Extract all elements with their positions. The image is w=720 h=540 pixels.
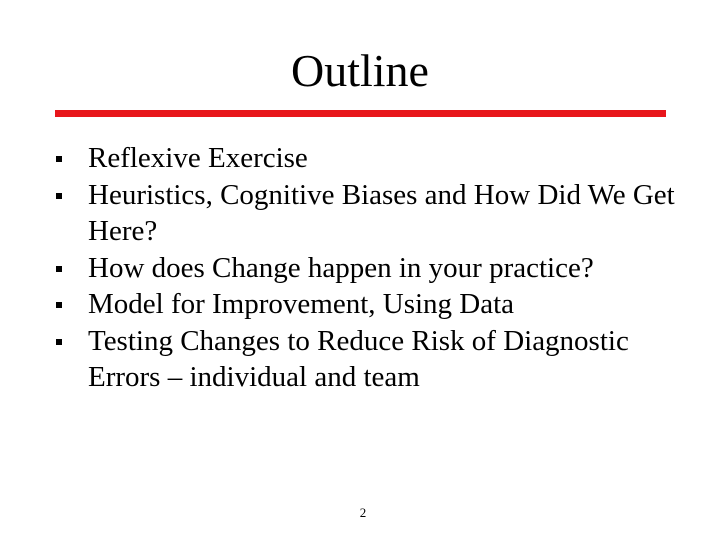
bullet-text: Reflexive Exercise (88, 142, 308, 174)
square-bullet-icon (56, 193, 62, 199)
slide-title: Outline (291, 45, 429, 96)
bullet-item (56, 250, 686, 287)
bullet-list (56, 140, 686, 396)
bullet-item (56, 323, 686, 396)
square-bullet-icon (56, 156, 62, 162)
bullet-text: Heuristics, Cognitive Biases and How Did We Get Here? (88, 178, 675, 247)
bullet-item (56, 140, 686, 177)
bullet-text: Model for Improvement, Using Data (88, 288, 515, 320)
bullet-text: How does Change happen in your practice? (88, 251, 594, 284)
square-bullet-icon (56, 339, 62, 345)
bullet-item (56, 286, 686, 323)
bullet-item (56, 177, 686, 250)
page-number: 2 (359, 505, 367, 520)
title-divider (55, 110, 666, 117)
square-bullet-icon (56, 266, 62, 272)
square-bullet-icon (56, 302, 62, 308)
bullet-text: Testing Changes to Reduce Risk of Diagnostic Errors – individual and team (88, 324, 629, 393)
